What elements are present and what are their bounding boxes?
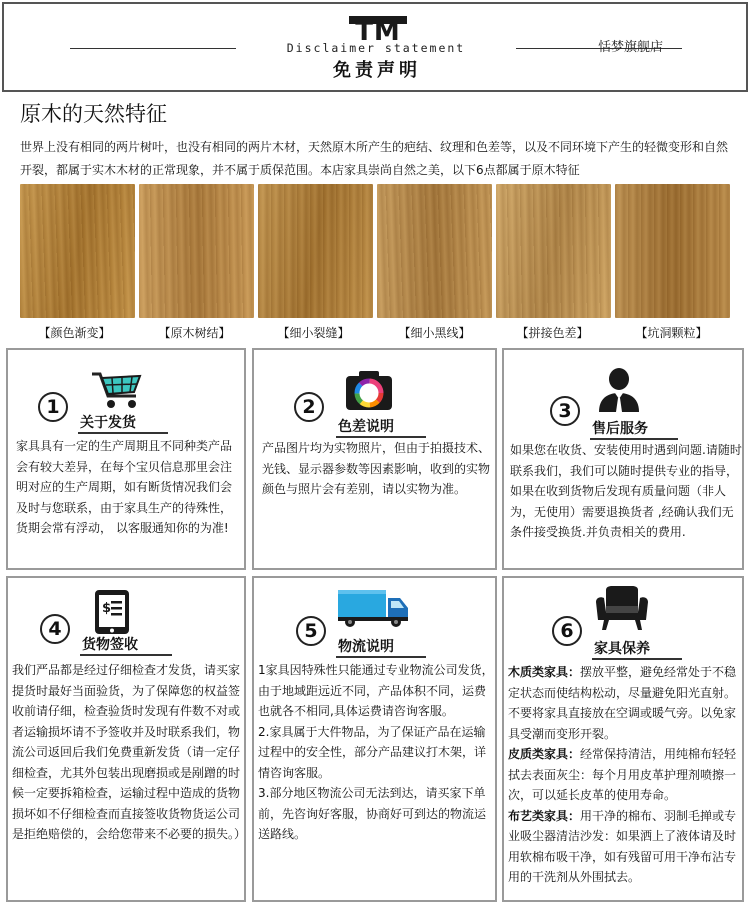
title-underline: [592, 658, 682, 660]
card-body: 我们严品都是经过仔细检查才发货，请买家提货时最好当面验货，为了保障您的权益签收前请仔细，检查验货时发现有件数不对或者运输损坏请不予签收并及时联系我们，物流公司返回后我们免费重新发货（请一定仔细检查，尤其外包装出现磨损或是剐蹭的时候一定要拆箱检查，运输过程中造成的货物损坏如不仔细检查而直接签收货物货运公司是拒绝赔偿的，会给您带来不必要的损失。）: [12, 663, 247, 841]
care-item-term: 布艺类家具：: [508, 808, 581, 823]
header-divider-left: [70, 48, 236, 49]
shop-name: 恬梦旗舰店: [598, 40, 664, 55]
step-number: 3: [550, 396, 580, 426]
card-furniture-care: [502, 576, 744, 902]
care-item-text: 摆放平整，避免经常处于不稳定状态而使结构松动，尽量避免阳光直射。不要将家具直接放在空调或暖气旁。以免家具受潮而变形开裂。: [508, 665, 737, 741]
delivery-truck-icon: [336, 584, 410, 628]
wood-sample-image: [258, 184, 373, 318]
header-subtitle: Disclaimer statement: [286, 41, 466, 55]
care-item-text: 经常保持清洁，用纯棉布轻轻拭去表面灰尘：每个月用皮革护理剂喷擦一次，可以延长皮革的使用寿命。: [508, 747, 737, 802]
disclaimer-header: [2, 2, 748, 92]
tablet-sign-icon: [92, 588, 132, 636]
care-item-term: 木质类家具：: [508, 665, 581, 679]
card-title: 关于发货: [80, 415, 136, 431]
care-item: [508, 806, 742, 888]
wood-sample-image: [615, 184, 730, 318]
service-person-icon: [596, 366, 642, 414]
card-title: 色差说明: [338, 419, 394, 435]
wood-sample-label: 【细小黑线】: [398, 326, 471, 340]
wood-sample-image: [377, 184, 492, 318]
card-body: [508, 662, 742, 888]
logistics-paragraph: 2.家具属于大件物品，为了保证产品在运输过程中的安全性，部分产品建议打木架，详情咨询客服。: [258, 724, 487, 780]
card-logistics: [252, 576, 497, 902]
step-number: 5: [296, 616, 326, 646]
title-underline: [336, 656, 426, 658]
card-title: 物流说明: [338, 639, 394, 655]
care-item: [508, 744, 742, 806]
card-shipping: [6, 348, 246, 570]
card-title: 货物签收: [82, 637, 138, 653]
card-delivery-sign: [6, 576, 246, 902]
shopping-cart-icon: [90, 366, 146, 412]
card-title: 家具保养: [594, 641, 650, 657]
wood-sample-label: 【颜色渐变】: [38, 326, 111, 340]
card-body: 产品图片均为实物照片，但由于拍摄技术、光钱、显示器参数等因素影响，收到的实物颜色与照片会有差别，请以实物为准。: [262, 441, 491, 496]
wood-sample-image: [20, 184, 135, 318]
title-underline: [80, 654, 172, 656]
card-body: 如果您在收货、安装使用时遇到问题.请随时联系我们，我们可以随时提供专业的指导，如果在收到货物后发现有质量问题（非人为，无使用）需要退换货者 ,经确认我们无条件接受换货.并负责相关的费用.: [510, 443, 742, 539]
card-body: 家具具有一定的生产周期且不同种类产品会有较大差异，在每个宝贝信息那里会注明对应的生产周期，如有断货情况我们会及时与您联系，由于家具生产的待殊性，货期会常有浮动， 以客服通知你的为准!: [16, 439, 233, 535]
wood-sample-image: [496, 184, 611, 318]
card-title: 售后服务: [592, 421, 648, 437]
armchair-icon: [594, 586, 650, 632]
care-item-term: 皮质类家具：: [508, 747, 581, 761]
wood-sample-image: [139, 184, 254, 318]
step-number: 6: [552, 616, 582, 646]
wood-samples: [20, 184, 732, 318]
card-body: [258, 660, 494, 845]
care-item-text: 用干净的棉布、羽制毛掸或专业吸尘器清洁沙发：如果洒上了液体请及时用软棉布吸干净，如有残留可用干净布沾专用的干洗剂从外围拭去。: [508, 808, 737, 884]
section-intro: 世界上没有相同的两片树叶，也没有相同的两片木材，天然原木所产生的疤结、纹理和色差等，以及不同环境下产生的轻微变形和自然开裂，都属于实木木材的正常现象，并不属于质保范围。本店家具崇尚自然之美，以下6点都属于原木特征: [20, 140, 729, 177]
step-number: 4: [40, 614, 70, 644]
wood-sample-label: 【细小裂缝】: [277, 326, 350, 340]
camera-color-icon: [344, 368, 394, 412]
step-number: 1: [38, 392, 68, 422]
care-item: [508, 662, 742, 744]
wood-sample-label: 【拼接色差】: [516, 326, 589, 340]
logistics-paragraph: 3.部分地区物流公司无法到达，请买家下单前，先咨询好客服，协商好可到达的物流运送路线。: [258, 786, 487, 841]
card-color-difference: [252, 348, 497, 570]
section-title: 原木的天然特征: [20, 102, 167, 126]
step-number: 2: [294, 392, 324, 422]
logistics-paragraph: 1家具因特殊性只能通过专业物流公司发货，由于地域距远近不同，产品体积不同，运费也就各不相同,具体运费请咨询客服。: [258, 663, 494, 718]
card-after-sales: [502, 348, 744, 570]
wood-sample-label: 【坑洞颗粒】: [635, 326, 708, 340]
header-title: 免责声明: [333, 60, 421, 81]
svg-text:$: $: [102, 601, 112, 616]
wood-sample-label: 【原木树结】: [158, 326, 231, 340]
logo-text: TM: [355, 17, 401, 47]
title-underline: [78, 432, 168, 434]
